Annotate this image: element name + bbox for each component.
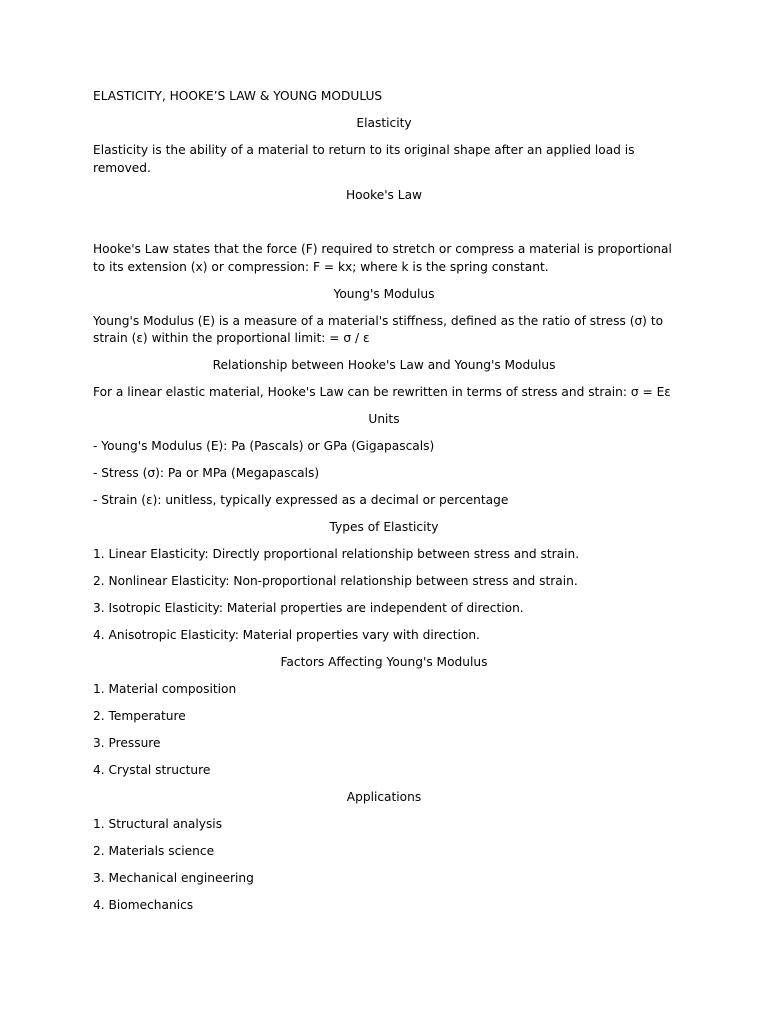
list-item-types: 2. Nonlinear Elasticity: Non-proportional relationship between stress and strain. (93, 574, 578, 588)
list-item-factors: 1. Material composition (93, 682, 237, 696)
heading-units: Units (368, 412, 400, 426)
list-item-units: - Young's Modulus (E): Pa (Pascals) or GPa (Gigapascals) (93, 439, 435, 453)
paragraph-youngs-modulus: Young's Modulus (E) is a measure of a material's stiffness, defined as the ratio of stress (σ) to strain (ε) within the proportional limit: = σ / ε (93, 313, 664, 345)
paragraph-elasticity: Elasticity is the ability of a material to return to its original shape after an applied load is removed. (93, 143, 635, 175)
spacer (93, 429, 675, 439)
spacer (93, 375, 675, 385)
spacer (93, 133, 675, 143)
spacer (93, 456, 675, 466)
spacer (93, 510, 675, 520)
list-item-units: - Stress (σ): Pa or MPa (Megapascals) (93, 466, 320, 480)
heading-relationship: Relationship between Hooke's Law and Young's Modulus (212, 358, 556, 372)
list-item-factors: 2. Temperature (93, 709, 186, 723)
spacer (93, 564, 675, 574)
spacer (93, 618, 675, 628)
list-item-factors: 3. Pressure (93, 736, 161, 750)
list-item-applications: 2. Materials science (93, 844, 215, 858)
list-item-units: - Strain (ε): unitless, typically expressed as a decimal or percentage (93, 493, 509, 507)
spacer (93, 537, 675, 547)
paragraph-relationship: For a linear elastic material, Hooke's Law can be rewritten in terms of stress and strain: σ = Eε (93, 385, 671, 399)
list-item-applications: 4. Biomechanics (93, 898, 194, 912)
spacer (93, 699, 675, 709)
spacer (93, 726, 675, 736)
spacer (93, 780, 675, 790)
heading-hookes-law: Hooke's Law (346, 187, 422, 202)
spacer (93, 204, 675, 241)
paragraph-hookes-law: Hooke's Law states that the force (F) required to stretch or compress a material is proportional to its extension (x) or compression: F = kx; where k is the spring constant. (93, 242, 672, 274)
spacer (93, 834, 675, 844)
spacer (93, 591, 675, 601)
spacer (93, 888, 675, 898)
list-item-factors: 4. Crystal structure (93, 763, 211, 777)
spacer (93, 483, 675, 493)
spacer (93, 276, 675, 286)
spacer (93, 861, 675, 871)
spacer (93, 672, 675, 682)
spacer (93, 348, 675, 358)
heading-types: Types of Elasticity (329, 520, 439, 534)
list-item-types: 4. Anisotropic Elasticity: Material properties vary with direction. (93, 628, 480, 642)
spacer (93, 177, 675, 187)
spacer (93, 402, 675, 412)
spacer (93, 753, 675, 763)
list-item-types: 1. Linear Elasticity: Directly proportional relationship between stress and strain. (93, 547, 580, 561)
list-item-applications: 3. Mechanical engineering (93, 871, 254, 885)
spacer (93, 106, 675, 116)
heading-elasticity: Elasticity (356, 116, 412, 130)
list-item-types: 3. Isotropic Elasticity: Material properties are independent of direction. (93, 601, 524, 615)
document-title: ELASTICITY, HOOKE’S LAW & YOUNG MODULUS (93, 89, 383, 103)
spacer (93, 645, 675, 655)
spacer (93, 807, 675, 817)
document-page (93, 88, 675, 915)
list-item-applications: 1. Structural analysis (93, 817, 223, 831)
heading-youngs-modulus: Young's Modulus (333, 286, 435, 301)
spacer (93, 303, 675, 313)
heading-applications: Applications (346, 790, 422, 804)
heading-factors: Factors Affecting Young's Modulus (280, 655, 488, 669)
